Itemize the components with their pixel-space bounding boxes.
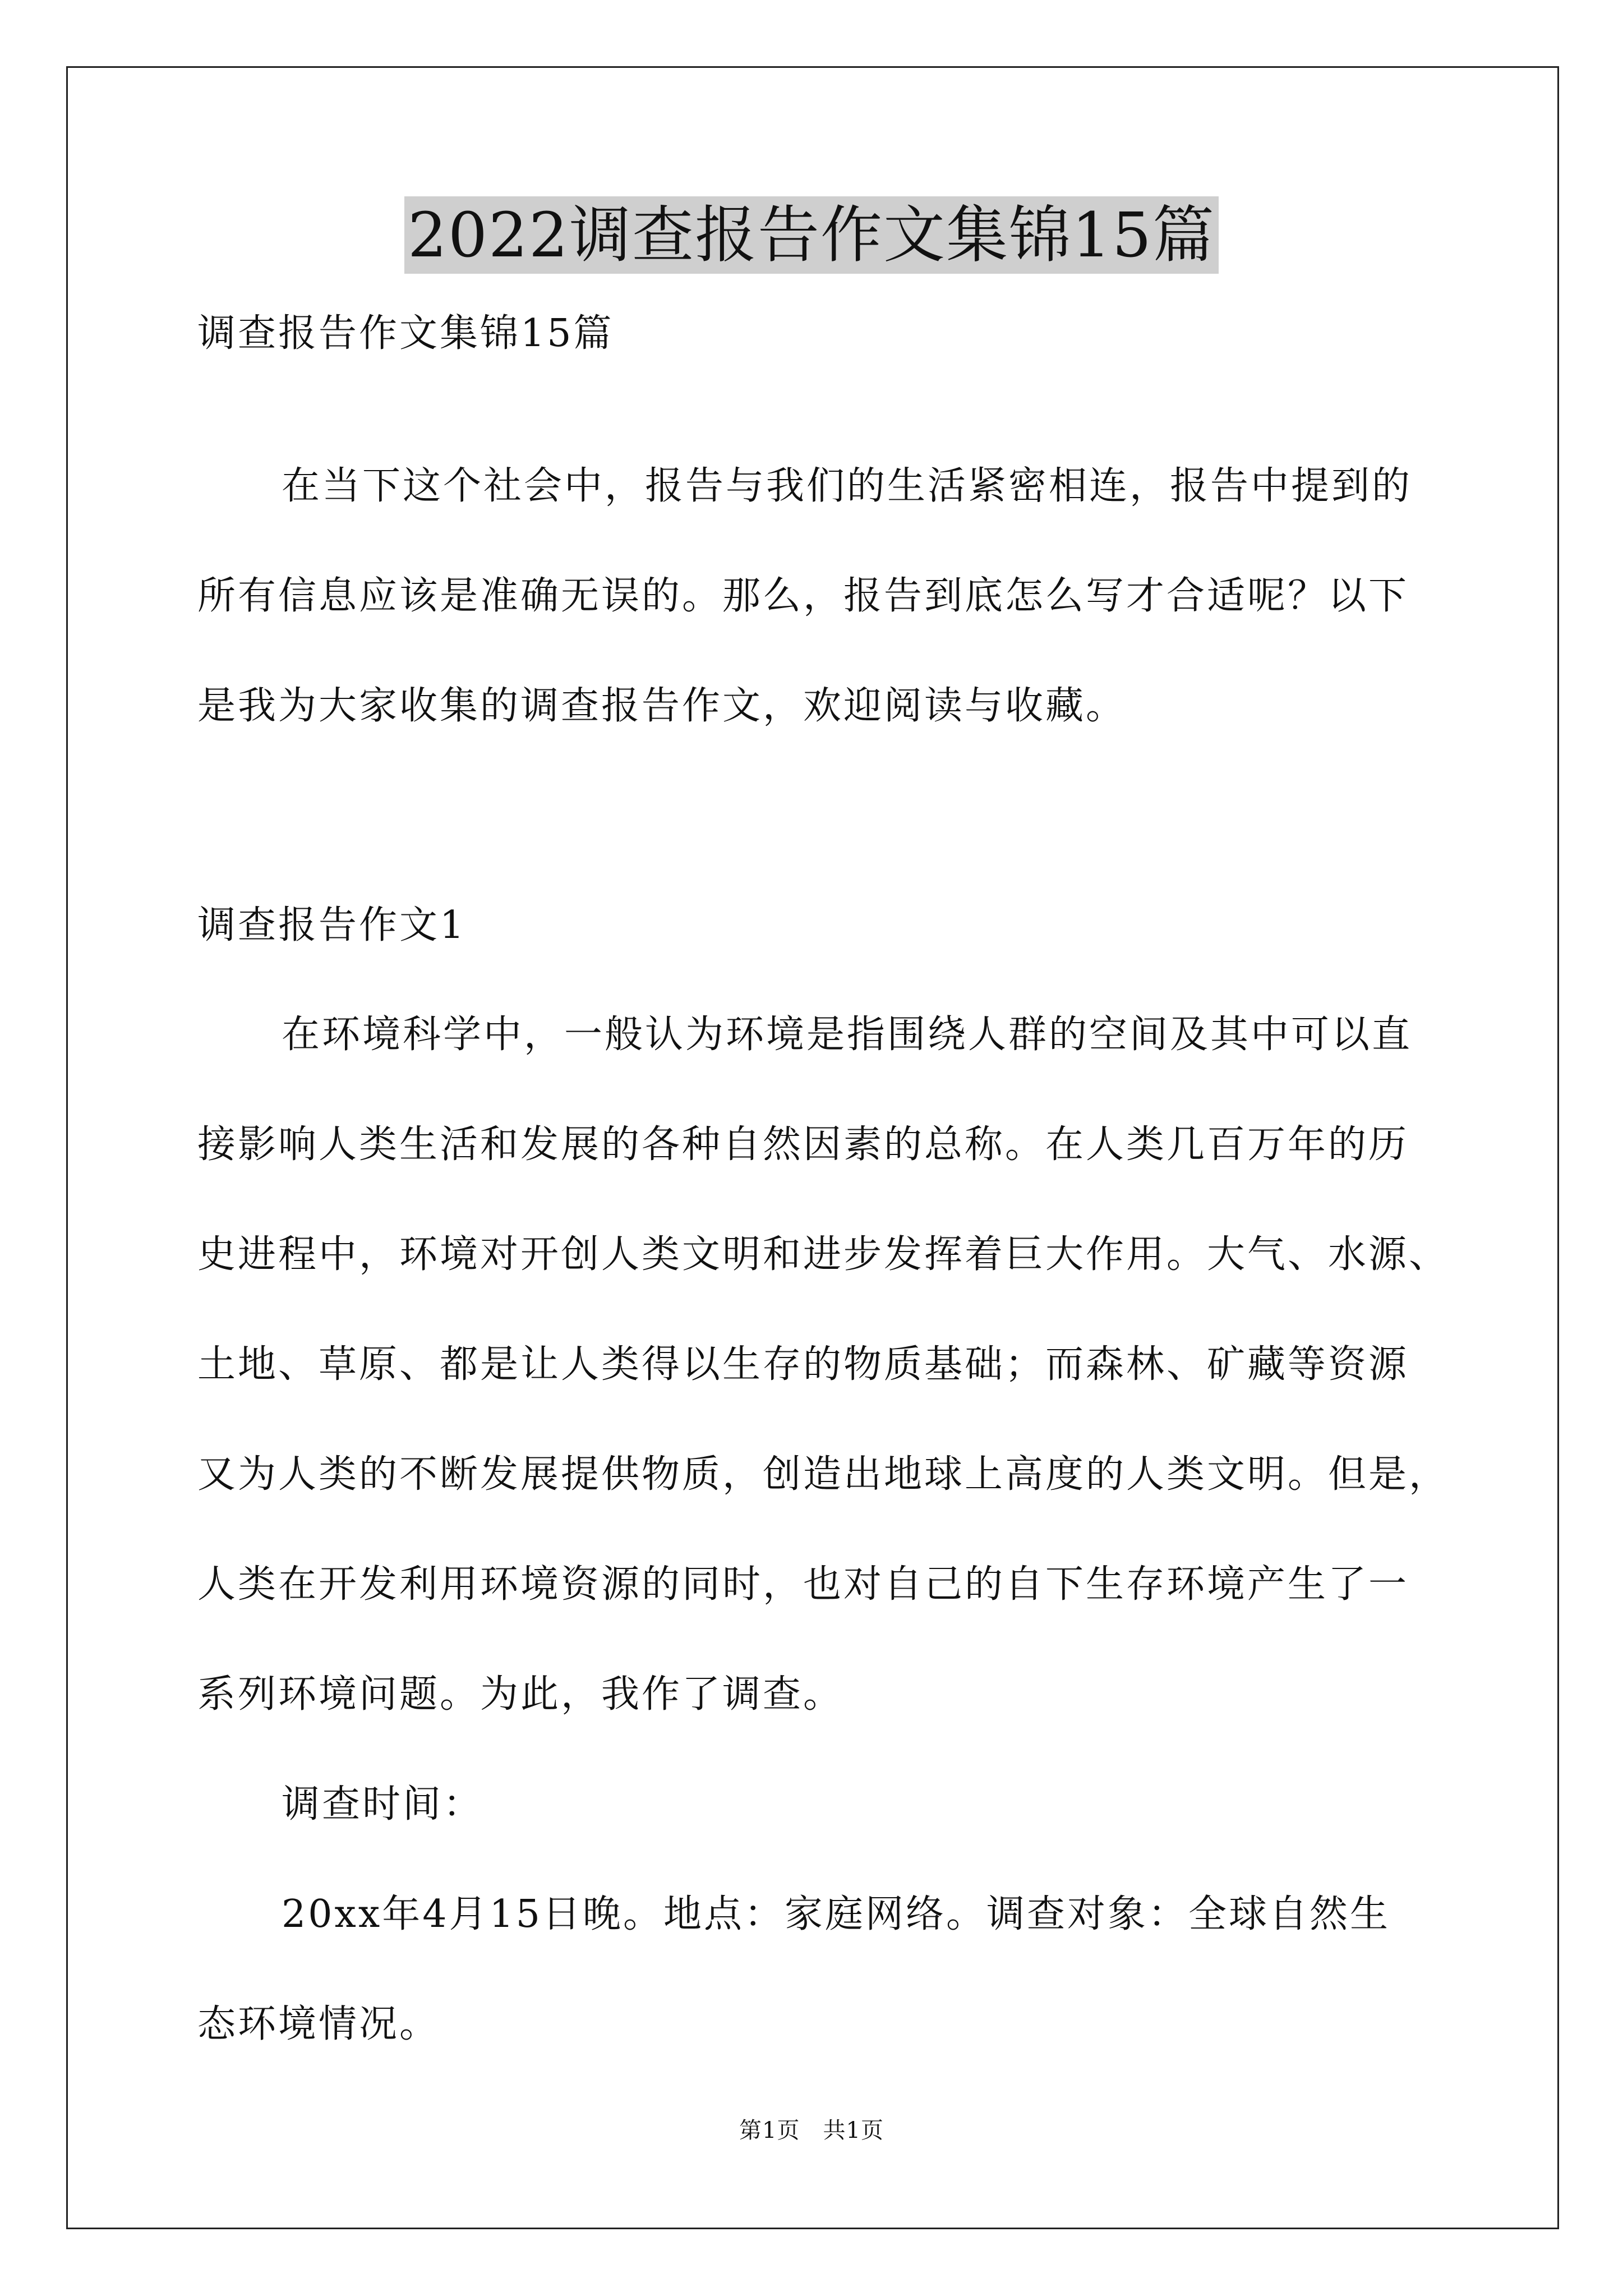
- document-subtitle: 调查报告作文集锦15篇: [197, 311, 614, 356]
- section-heading: 调查报告作文1: [197, 903, 467, 947]
- survey-time-label: 调查时间：: [282, 1782, 484, 1826]
- intro-line-3: 是我为大家收集的调查报告作文，欢迎阅读与收藏。: [197, 684, 1127, 728]
- detail-line-2: 态环境情况。: [197, 2002, 440, 2046]
- section-line-5: 又为人类的不断发展提供物质，创造出地球上高度的人类文明。但是，: [197, 1452, 1450, 1497]
- section-line-2: 接影响人类生活和发展的各种自然因素的总称。在人类几百万年的历: [197, 1122, 1409, 1167]
- section-line-3: 史进程中，环境对开创人类文明和进步发挥着巨大作用。大气、水源、: [197, 1232, 1450, 1277]
- document-title: 2022调查报告作文集锦15篇: [404, 196, 1219, 274]
- section-line-4: 土地、草原、都是让人类得以生存的物质基础；而森林、矿藏等资源: [197, 1342, 1409, 1387]
- intro-line-1: 在当下这个社会中，报告与我们的生活紧密相连，报告中提到的: [282, 464, 1413, 508]
- page-footer: 第1页 共1页: [739, 2118, 884, 2143]
- intro-line-2: 所有信息应该是准确无误的。那么，报告到底怎么写才合适呢？以下: [197, 574, 1409, 618]
- section-line-7: 系列环境问题。为此，我作了调查。: [197, 1672, 844, 1717]
- section-line-1: 在环境科学中，一般认为环境是指围绕人群的空间及其中可以直: [282, 1013, 1413, 1057]
- detail-line-1: 20xx年4月15日晚。地点：家庭网络。调查对象：全球自然生: [282, 1892, 1391, 1936]
- section-line-6: 人类在开发利用环境资源的同时，也对自己的自下生存环境产生了一: [197, 1562, 1409, 1607]
- title-container: [0, 196, 1623, 274]
